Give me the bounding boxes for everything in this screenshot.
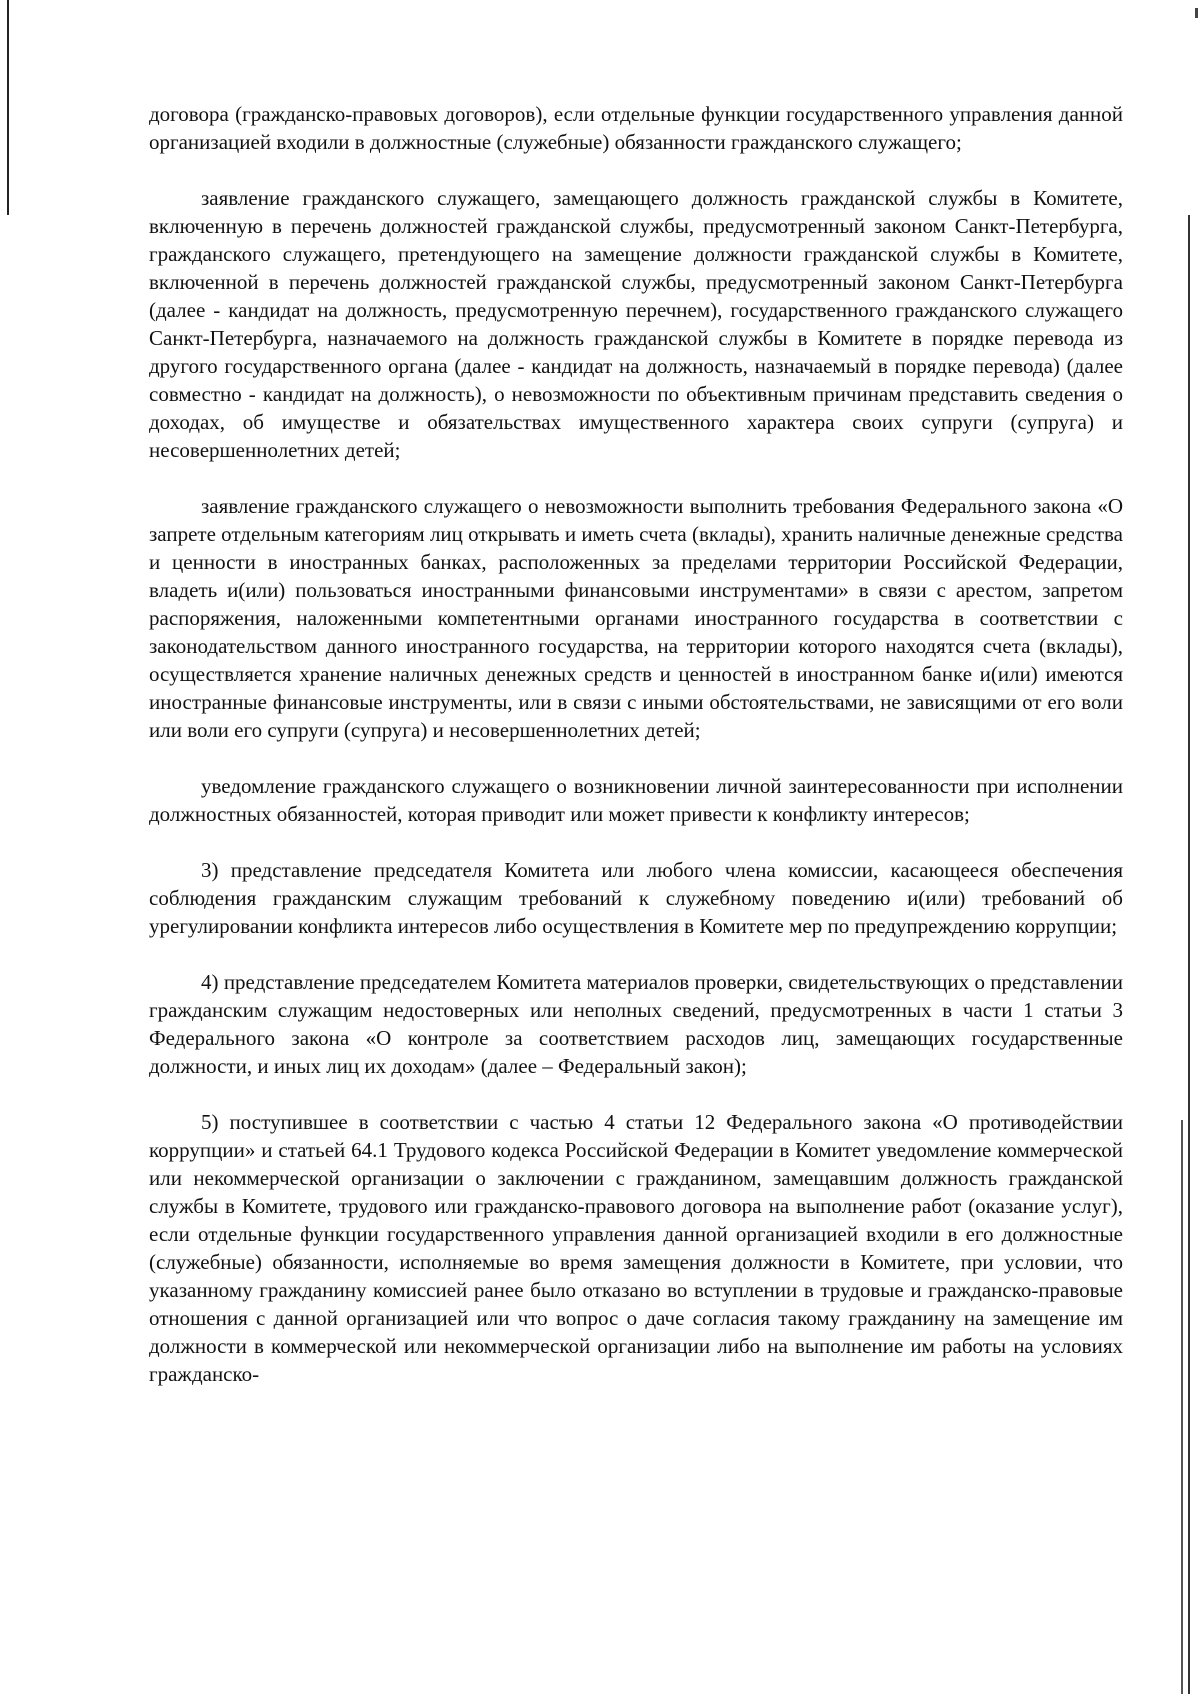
paragraph-item-5: 5) поступившее в соответствии с частью 4 статьи 12 Федерального закона «О противодействии коррупции» и статьей 64.1 Трудового кодекса Российской Федерации в Комитет уведомление коммерческой или некоммерческой организации о заключении с гражданином, замещавшим должность гражданской службы в Комитете, трудового или гражданско-правового договора на выполнение работ (оказание услуг), если отдельные функции государственного управления данной организацией входили в его должностные (служебные) обязанности, исполняемые во время замещения должности в Комитете, при условии, что указанному гражданину комиссией ранее было отказано во вступлении в трудовые и гражданско-правовые отношения с данной организацией или что вопрос о даче согласия такому гражданину на замещение им должности в коммерческой или некоммерческой организации либо на выполнение им работы на условиях гражданско- xyxy=(149,1110,1123,1386)
paragraph-item-3: 3) представление председателя Комитета или любого члена комиссии, касающееся обеспечения соблюдения гражданским служащим требований к служебному поведению и(или) требований об урегулировании конфликта интересов либо осуществления в Комитете мер по предупреждению коррупции; xyxy=(149,858,1123,938)
paragraph-statement-foreign-accounts: заявление гражданского служащего о невозможности выполнить требования Федерального закона «О запрете отдельным категориям лиц открывать и иметь счета (вклады), хранить наличные денежные средства и ценности в иностранных банках, расположенных за пределами территории Российской Федерации, владеть и(или) пользоваться иностранными финансовыми инструментами» в связи с арестом, запретом распоряжения, наложенными компетентными органами иностранного государства в соответствии с законодательством данного иностранного государства, на территории которого находятся счета (вклады), осуществляется хранение наличных денежных средств и ценностей в иностранном банке и(или) имеются иностранные финансовые инструменты, или в связи с иными обстоятельствами, не зависящими от его воли или воли его супруги (супруга) и несовершеннолетних детей; xyxy=(149,494,1123,742)
paragraph-notice-conflict-of-interest: уведомление гражданского служащего о возникновении личной заинтересованности при исполнении должностных обязанностей, которая приводит или может привести к конфликту интересов; xyxy=(149,774,1123,826)
scan-border-right-inner xyxy=(1181,1120,1183,1694)
scan-border-right xyxy=(1188,215,1190,1694)
paragraph-statement-income-info: заявление гражданского служащего, замещающего должность гражданской службы в Комитете, включенную в перечень должностей гражданской службы, предусмотренный законом Санкт-Петербурга, гражданского служащего, претендующего на замещение должности гражданской службы в Комитете, включенной в перечень должностей гражданской службы, предусмотренный законом Санкт-Петербурга (далее - кандидат на должность, предусмотренную перечнем), государственного гражданского служащего Санкт-Петербурга, назначаемого на должность гражданской службы в Комитете в порядке перевода из другого государственного органа (далее - кандидат на должность, назначаемый в порядке перевода) (далее совместно - кандидат на должность), о невозможности по объективным причинам представить сведения о доходах, об имуществе и обязательствах имущественного характера своих супруги (супруга) и несовершеннолетних детей; xyxy=(149,186,1123,462)
scan-border-left xyxy=(7,0,9,215)
scan-mark xyxy=(1195,8,1198,18)
paragraph-item-4: 4) представление председателем Комитета материалов проверки, свидетельствующих о представлении гражданским служащим недостоверных или неполных сведений, предусмотренных в части 1 статьи 3 Федерального закона «О контроле за соответствием расходов лиц, замещающих государственные должности, и иных лиц их доходам» (далее – Федеральный закон); xyxy=(149,970,1123,1078)
document-body xyxy=(149,100,1123,1388)
paragraph-contract-continuation: договора (гражданско-правовых договоров), если отдельные функции государственного управления данной организацией входили в должностные (служебные) обязанности гражданского служащего; xyxy=(149,102,1123,154)
